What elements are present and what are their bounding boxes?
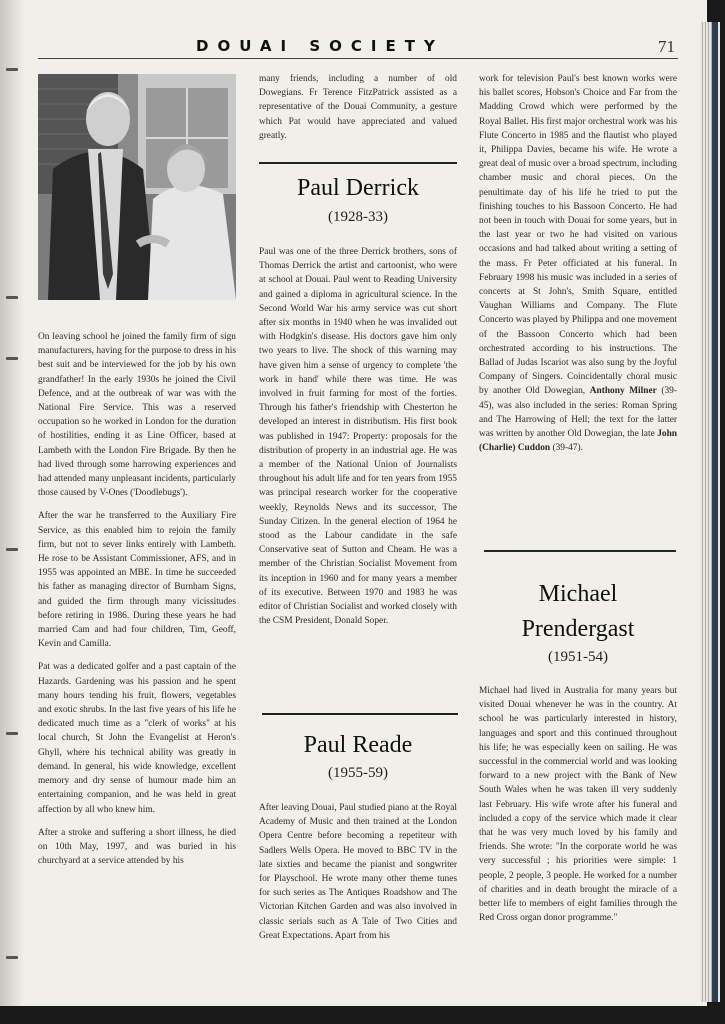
obituary-heading-reade: Paul Reade	[303, 732, 413, 758]
header-rule	[38, 58, 678, 59]
binding-hole	[6, 548, 18, 551]
obituary-dates-prendergast: (1951-54)	[548, 649, 608, 665]
paragraph: After the war he transferred to the Auxiliary Fire Service, as this enabled him to rejoin the family firm, but not to sever links entirely with Lambeth. He rose to be Assistant Commissioner, AFS, and in 1955 was appointed an MBE. In time he succeeded his father as managing director of Burnham Signs, and guided the firm through many vicissitudes before retiring in 1986. During these years he had married Cam and had four children, Tim, Geoff, Kevin and Camilla.	[38, 511, 236, 650]
column-1	[38, 330, 236, 877]
column-2-derrick	[259, 245, 457, 637]
binding-hole	[6, 68, 18, 71]
obituary-dates-derrick: (1928-33)	[328, 209, 388, 225]
obituary-heading-prendergast-1: Michael	[538, 581, 618, 607]
text-run: (39-45), was also included in the series: Roman Spring and The Harrowing of Hell; the text for the latter was written by another Old Dowegian, the late	[479, 386, 677, 440]
section-rule	[262, 713, 458, 715]
text-run: (39-47).	[550, 443, 583, 454]
column-3-reade-continued	[479, 72, 677, 464]
page-header-title: DOUAI SOCIETY	[196, 37, 444, 55]
section-rule	[259, 162, 457, 164]
binding-hole	[6, 296, 18, 299]
binding-shadow	[0, 0, 24, 1006]
page-number: 71	[658, 37, 675, 56]
paragraph: After a stroke and suffering a short illness, he died on 10th May, 1997, and was buried in his churchyard at a service attended by his	[38, 827, 236, 867]
binding-hole	[6, 357, 18, 360]
section-rule	[484, 550, 676, 552]
paragraph: Pat was a dedicated golfer and a past captain of the Hazards. Gardening was his passion and he spent many hours tending his fruit, flowers, vegetables and exotic shrubs. In the last five years of his life he dedicated much time as a "clerk of works" at his local church, St John the Evangelist at Heron's Ghyll, where his technical ability was greatly in demand. In general, his wide knowledge, excellent memory and dry sense of humour made him an entertaining companion, and he was held in great affection by all who knew him.	[38, 662, 236, 815]
paragraph: On leaving school he joined the family firm of sign manufacturers, having for the purpose to dress in his best suit and be interviewed for the job by his own grandfather! In the early 1930s he joined the Civil Defence, and at the outbreak of war was with the National Fire Service. This was a reserved occupation so he worked in London for the duration of hostilities, ending it as Line Officer, based at Lambeth with the London Fire Brigade. By then he had lived through some harrowing experiences and had attended many unpleasant incidents, particularly those caused by V-Ones ('Doodlebugs').	[38, 332, 236, 499]
name-highlight: John (Charlie) Cuddon	[479, 429, 677, 454]
name-highlight: Anthony Milner	[589, 386, 657, 397]
paragraph: Michael had lived in Australia for many years but visited Douai whenever he was in the country. At school he was particularly interested in history, languages and sport and this continued throughout his life; he was especially keen on sailing. He was successful in the commercial world and was looking forward to a new project with the Bank of New South Wales when he was taken ill very suddenly last February. His wife wrote after his funeral and included a copy of the service which made it clear that he was very much loved by his family and friends. She wrote: "In the corporate world he was very successful ; his priorities were simple: 1 people, 2 people, 3 people. He worked for a number of charities and in death brought the miracle of a better life to members of eight families through the Red Cross organ donor programme."	[479, 686, 677, 924]
text-run: work for television Paul's best known works were his ballet scores, Hobson's Choice and Far from the Madding Crowd which were performed by the Royal Ballet. His first major orchestral work was his Flute Concerto in 1985 and the flautist who played it, Philippa Davies, became his wife. He wrote a great deal of music over a broad spectrum, including chamber music and choral pieces. On the penultimate day of his life he tried to put the finishing touches to his Bassoon Concerto. He had not been in touch with Douai for some years, but in the last year or two he had visited on various occasions and had talked about writing a setting of the mass. Fr Peter officiated at his funeral. In February 1998 his music was included in a series of concerts at St John's, Smith Square, entitled Vaughan Williams and Company. The Flute Concerto was played by Philippa and one movement of the Bassoon Concerto which had been orchestrated according to his instructions. The Ballad of Judas Iscariot was also sung by the Joyful Company of Singers. Coincidentally choral music by another Old Dowegian,	[479, 74, 677, 397]
binding-hole	[6, 956, 18, 959]
column-2-reade	[259, 801, 457, 952]
obituary-heading-derrick: Paul Derrick	[297, 175, 419, 201]
paragraph: Paul was one of the three Derrick brothers, sons of Thomas Derrick the artist and cartoonist, who were at school at Douai. Paul went to Reading University and gained a diploma in agricultural science. In the Second World War his army service was cut short after six months in 1940 when he was invalided out with Hodgkin's disease. His doctors gave him only two years to live. The shock of this warning may have given him a sense of urgency to complete 'the work in hand' while there was time. He was involved in fruit farming for most of the forties. Through his father's friendship with Chesterton he developed an interest in distributism. His first book was published in 1947: Property: proposals for the distribution of property in an industrial age. He was a member of the National Union of Journalists throughout his adult life and for ten years from 1955 was principal research worker for the cooperative weekly, Reynolds News and its successor, The Sunday Citizen. In the general election of 1964 he stood as the Labour candidate in the safe Conservative seat of Sutton and Cheam. He was a member of the Christian Socialist Movement from its inception in 1960 and for many years a member of its executive. Between 1970 and 1983 he was editor of Christian Socialist and worked closely with the CSM President, Donald Soper.	[259, 247, 457, 627]
paragraph: After leaving Douai, Paul studied piano at the Royal Academy of Music and then trained at the London Opera Centre before becoming a repetiteur with Sadlers Wells Opera. He moved to BBC TV in the late sixties and became the pianist and songwriter for Playschool. He wrote many other theme tunes for such series as The Antiques Roadshow and The Victorian Kitchen Garden and was also involved in classic serials such as A Tale of Two Cities and Great Expectations. Apart from his	[259, 803, 457, 941]
paragraph: many friends, including a number of old Dowegians. Fr Terence FitzPatrick assisted as a representative of the Douai Community, a gesture which Pat would have appreciated and valued greatly.	[259, 74, 457, 141]
obituary-heading-prendergast-2: Prendergast	[521, 616, 635, 642]
binding-hole	[6, 732, 18, 735]
column-3-prendergast	[479, 684, 677, 934]
paragraph	[479, 72, 677, 455]
obituary-dates-reade: (1955-59)	[328, 765, 388, 781]
column-2-intro	[259, 72, 457, 152]
photograph-icon	[38, 74, 236, 300]
cover-edge	[712, 22, 718, 1002]
